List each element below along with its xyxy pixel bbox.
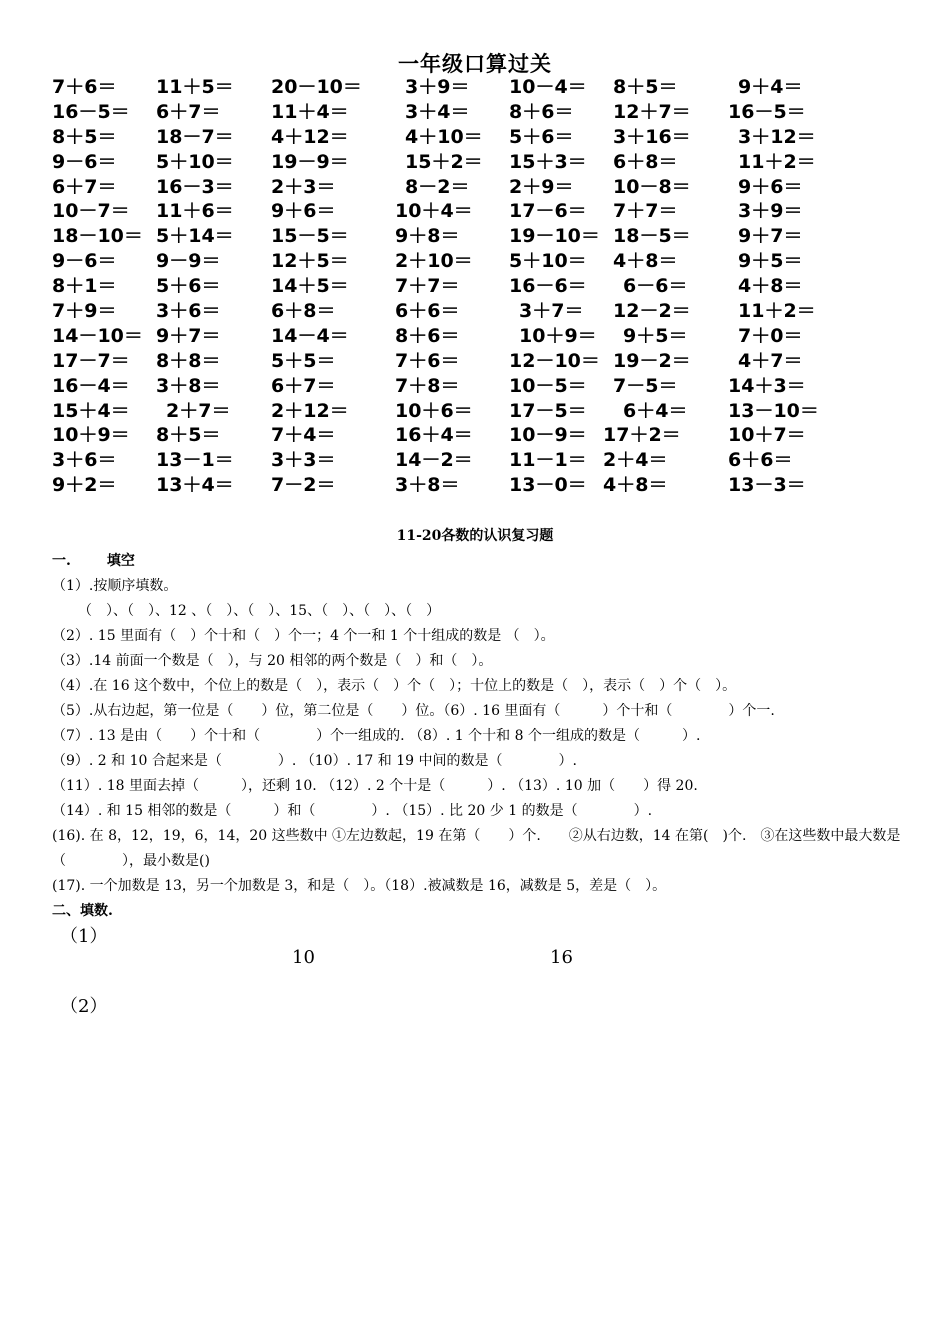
arithmetic-problem: 9＋4＝ <box>738 76 803 98</box>
arithmetic-problem: 3＋8＝ <box>156 374 221 397</box>
arithmetic-problem: 9＋2＝ <box>52 474 117 497</box>
arithmetic-problem: 9＋8＝ <box>395 225 460 248</box>
arithmetic-problem: 11＋5＝ <box>156 76 234 98</box>
arithmetic-problem: 8＋8＝ <box>156 349 221 372</box>
question-1-sequence: （ ）、（ ）、12 、（ ）、（ ）、15、（ ）、（ ）、（ ） <box>78 603 441 619</box>
arithmetic-problem: 9＋7＝ <box>738 225 803 248</box>
arithmetic-problem: 12＋5＝ <box>271 250 349 273</box>
arithmetic-problem: 5＋6＝ <box>156 275 221 298</box>
arithmetic-problem: 10＋7＝ <box>728 424 806 447</box>
question-14-15: （14）. 和 15 相邻的数是（ ）和（ ）. （15）. 比 20 少 1 的数是（ ）. <box>52 803 653 819</box>
arithmetic-problem: 17－7＝ <box>52 349 130 372</box>
arithmetic-problem: 7＋6＝ <box>395 349 460 372</box>
arithmetic-problem: 4＋10＝ <box>405 125 483 148</box>
arithmetic-problem: 10－5＝ <box>509 374 587 397</box>
arithmetic-problem: 16－3＝ <box>156 175 234 198</box>
arithmetic-problem: 13－3＝ <box>728 474 806 497</box>
arithmetic-problem: 8－2＝ <box>405 175 470 198</box>
section-2-heading: 二、填数. <box>52 903 113 919</box>
arithmetic-problem: 9＋5＝ <box>738 250 803 273</box>
arithmetic-problem: 2＋10＝ <box>395 250 473 273</box>
arithmetic-problem: 13－1＝ <box>156 449 234 472</box>
arithmetic-problem: 12－10＝ <box>509 349 600 372</box>
arithmetic-problem: 4＋8＝ <box>738 275 803 298</box>
arithmetic-problem: 3＋9＝ <box>738 200 803 223</box>
arithmetic-problem: 4＋12＝ <box>271 125 349 148</box>
arithmetic-problem: 8＋6＝ <box>395 324 460 347</box>
arithmetic-problem: 8＋5＝ <box>156 424 221 447</box>
question-3: （3）.14 前面一个数是（ ），与 20 相邻的两个数是（ ）和（ ）。 <box>52 653 493 669</box>
arithmetic-problem: 14－2＝ <box>395 449 473 472</box>
section-1-number: 一. <box>52 553 71 569</box>
arithmetic-row <box>52 224 932 249</box>
arithmetic-problem: 10－8＝ <box>613 175 691 198</box>
question-17-18: (17). 一个加数是 13，另一个加数是 3，和是（ ）。（18）.被减数是 16，减数是 5，差是（ ）。 <box>52 878 667 894</box>
arithmetic-problem: 19－2＝ <box>613 349 691 372</box>
section-1-label: 填空 <box>106 553 135 569</box>
arithmetic-problem: 18－5＝ <box>613 225 691 248</box>
arithmetic-problem: 15－5＝ <box>271 225 349 248</box>
arithmetic-problem: 3＋16＝ <box>613 125 691 148</box>
arithmetic-row <box>52 473 932 498</box>
arithmetic-problem: 13－0＝ <box>509 474 587 497</box>
fill-2-label: （2） <box>60 996 108 1017</box>
arithmetic-problem: 12＋7＝ <box>613 100 691 123</box>
arithmetic-problem: 9＋6＝ <box>271 200 336 223</box>
arithmetic-problem: 15＋4＝ <box>52 399 130 422</box>
arithmetic-problem: 14－10＝ <box>52 324 143 347</box>
arithmetic-problem: 18－7＝ <box>156 125 234 148</box>
arithmetic-row <box>52 349 932 374</box>
section-1-heading <box>52 549 912 574</box>
arithmetic-problem: 15＋2＝ <box>405 150 483 173</box>
arithmetic-row <box>52 75 932 100</box>
arithmetic-problem: 3＋4＝ <box>405 100 470 123</box>
fill-1-value: 16 <box>550 947 573 968</box>
arithmetic-row <box>52 125 932 150</box>
question-16: (16). 在 8，12，19，6，14，20 这些数中 ①左边数起，19 在第（ ）个. ②从右边数，14 在第( )个. ③在这些数中最大数是（ ），最小数是() <box>52 828 901 869</box>
page-title: 一年级口算过关 <box>398 51 552 76</box>
arithmetic-problem: 2＋7＝ <box>166 399 231 422</box>
arithmetic-grid <box>52 75 932 498</box>
arithmetic-problem: 4＋8＝ <box>613 250 678 273</box>
arithmetic-problem: 9－6＝ <box>52 250 117 273</box>
arithmetic-problem: 9＋6＝ <box>738 175 803 198</box>
arithmetic-problem: 13＋4＝ <box>156 474 234 497</box>
arithmetic-problem: 19－10＝ <box>509 225 600 248</box>
arithmetic-problem: 14－4＝ <box>271 324 349 347</box>
arithmetic-problem: 17＋2＝ <box>603 424 681 447</box>
arithmetic-problem: 7－5＝ <box>613 374 678 397</box>
arithmetic-row <box>52 150 932 175</box>
arithmetic-problem: 4＋8＝ <box>603 474 668 497</box>
arithmetic-problem: 3＋3＝ <box>271 449 336 472</box>
arithmetic-problem: 5＋10＝ <box>509 250 587 273</box>
question-4: （4）.在 16 这个数中，个位上的数是（ ），表示（ ）个（ ）；十位上的数是（ ），表示（ ）个（ ）。 <box>52 678 737 694</box>
arithmetic-row <box>52 374 932 399</box>
arithmetic-problem: 7＋4＝ <box>271 424 336 447</box>
arithmetic-problem: 16－5＝ <box>52 100 130 123</box>
arithmetic-problem: 13－10＝ <box>728 399 819 422</box>
arithmetic-problem: 12－2＝ <box>613 300 691 323</box>
arithmetic-problem: 16＋4＝ <box>395 424 473 447</box>
arithmetic-row <box>52 299 932 324</box>
arithmetic-problem: 6＋8＝ <box>271 300 336 323</box>
arithmetic-problem: 11＋2＝ <box>738 300 816 323</box>
arithmetic-row <box>52 100 932 125</box>
arithmetic-problem: 9＋7＝ <box>156 324 221 347</box>
arithmetic-problem: 2＋4＝ <box>603 449 668 472</box>
arithmetic-problem: 7＋6＝ <box>52 76 117 98</box>
arithmetic-problem: 8＋5＝ <box>52 125 117 148</box>
arithmetic-problem: 3＋12＝ <box>738 125 816 148</box>
arithmetic-problem: 20－10＝ <box>271 76 362 98</box>
arithmetic-problem: 6＋6＝ <box>728 449 793 472</box>
arithmetic-problem: 10＋9＝ <box>52 424 130 447</box>
arithmetic-problem: 16－6＝ <box>509 275 587 298</box>
arithmetic-problem: 8＋1＝ <box>52 275 117 298</box>
question-1-prompt: （1）.按顺序填数。 <box>52 578 178 594</box>
arithmetic-problem: 6＋7＝ <box>52 175 117 198</box>
arithmetic-problem: 17－5＝ <box>509 399 587 422</box>
arithmetic-problem: 2＋3＝ <box>271 175 336 198</box>
arithmetic-problem: 5＋6＝ <box>509 125 574 148</box>
arithmetic-problem: 19－9＝ <box>271 150 349 173</box>
arithmetic-problem: 2＋12＝ <box>271 399 349 422</box>
review-title: 11-20各数的认识复习题 <box>396 528 554 544</box>
arithmetic-problem: 11＋2＝ <box>738 150 816 173</box>
arithmetic-problem: 7＋7＝ <box>613 200 678 223</box>
arithmetic-problem: 10＋9＝ <box>519 324 597 347</box>
arithmetic-problem: 17－6＝ <box>509 200 587 223</box>
arithmetic-problem: 6－6＝ <box>623 275 688 298</box>
arithmetic-problem: 7＋0＝ <box>738 324 803 347</box>
arithmetic-problem: 9＋5＝ <box>623 324 688 347</box>
fill-1-value: 10 <box>292 947 315 968</box>
arithmetic-problem: 9－6＝ <box>52 150 117 173</box>
arithmetic-problem: 14＋5＝ <box>271 275 349 298</box>
arithmetic-problem: 15＋3＝ <box>509 150 587 173</box>
arithmetic-row <box>52 249 932 274</box>
arithmetic-row <box>52 448 932 473</box>
question-11-13: （11）. 18 里面去掉（ ），还剩 10. （12）. 2 个十是（ ）. （13）. 10 加（ ）得 20. <box>52 778 698 794</box>
arithmetic-problem: 5＋10＝ <box>156 150 234 173</box>
arithmetic-problem: 11＋6＝ <box>156 200 234 223</box>
arithmetic-problem: 8＋5＝ <box>613 76 678 98</box>
arithmetic-problem: 3＋7＝ <box>519 300 584 323</box>
arithmetic-problem: 18－10＝ <box>52 225 143 248</box>
arithmetic-problem: 6＋8＝ <box>613 150 678 173</box>
arithmetic-problem: 7＋9＝ <box>52 300 117 323</box>
arithmetic-row <box>52 274 932 299</box>
arithmetic-problem: 3＋8＝ <box>395 474 460 497</box>
arithmetic-problem: 5＋14＝ <box>156 225 234 248</box>
question-7-8: （7）. 13 是由（ ）个十和（ ）个一组成的. （8）. 1 个十和 8 个一组成的数是（ ）. <box>52 728 701 744</box>
arithmetic-problem: 9－9＝ <box>156 250 221 273</box>
arithmetic-problem: 7＋8＝ <box>395 374 460 397</box>
arithmetic-problem: 6＋6＝ <box>395 300 460 323</box>
arithmetic-problem: 11－1＝ <box>509 449 587 472</box>
arithmetic-row <box>52 324 932 349</box>
arithmetic-problem: 2＋9＝ <box>509 175 574 198</box>
arithmetic-row <box>52 423 932 448</box>
question-2: （2）. 15 里面有（ ）个十和（ ）个一；4 个一和 1 个十组成的数是 （ ）。 <box>52 628 555 644</box>
arithmetic-problem: 10－4＝ <box>509 76 587 98</box>
arithmetic-problem: 3＋6＝ <box>52 449 117 472</box>
arithmetic-problem: 10－7＝ <box>52 200 130 223</box>
arithmetic-problem: 10＋4＝ <box>395 200 473 223</box>
arithmetic-problem: 6＋7＝ <box>156 100 221 123</box>
review-section <box>52 549 912 924</box>
arithmetic-problem: 3＋6＝ <box>156 300 221 323</box>
arithmetic-problem: 16－4＝ <box>52 374 130 397</box>
arithmetic-problem: 6＋7＝ <box>271 374 336 397</box>
question-9-10: （9）. 2 和 10 合起来是（ ）. （10）. 17 和 19 中间的数是（ ）. <box>52 753 577 769</box>
arithmetic-problem: 10＋6＝ <box>395 399 473 422</box>
arithmetic-problem: 16－5＝ <box>728 100 806 123</box>
arithmetic-problem: 10－9＝ <box>509 424 587 447</box>
arithmetic-problem: 7－2＝ <box>271 474 336 497</box>
question-5-6: （5）.从右边起，第一位是（ ）位，第二位是（ ）位。（6）. 16 里面有（ ）个十和（ ）个一. <box>52 703 775 719</box>
arithmetic-problem: 4＋7＝ <box>738 349 803 372</box>
arithmetic-problem: 8＋6＝ <box>509 100 574 123</box>
arithmetic-problem: 5＋5＝ <box>271 349 336 372</box>
arithmetic-problem: 11＋4＝ <box>271 100 349 123</box>
fill-1-label: （1） <box>60 926 108 947</box>
arithmetic-row <box>52 399 932 424</box>
arithmetic-row <box>52 199 932 224</box>
arithmetic-problem: 6＋4＝ <box>623 399 688 422</box>
arithmetic-problem: 14＋3＝ <box>728 374 806 397</box>
arithmetic-row <box>52 175 932 200</box>
arithmetic-problem: 7＋7＝ <box>395 275 460 298</box>
arithmetic-problem: 3＋9＝ <box>405 76 470 98</box>
